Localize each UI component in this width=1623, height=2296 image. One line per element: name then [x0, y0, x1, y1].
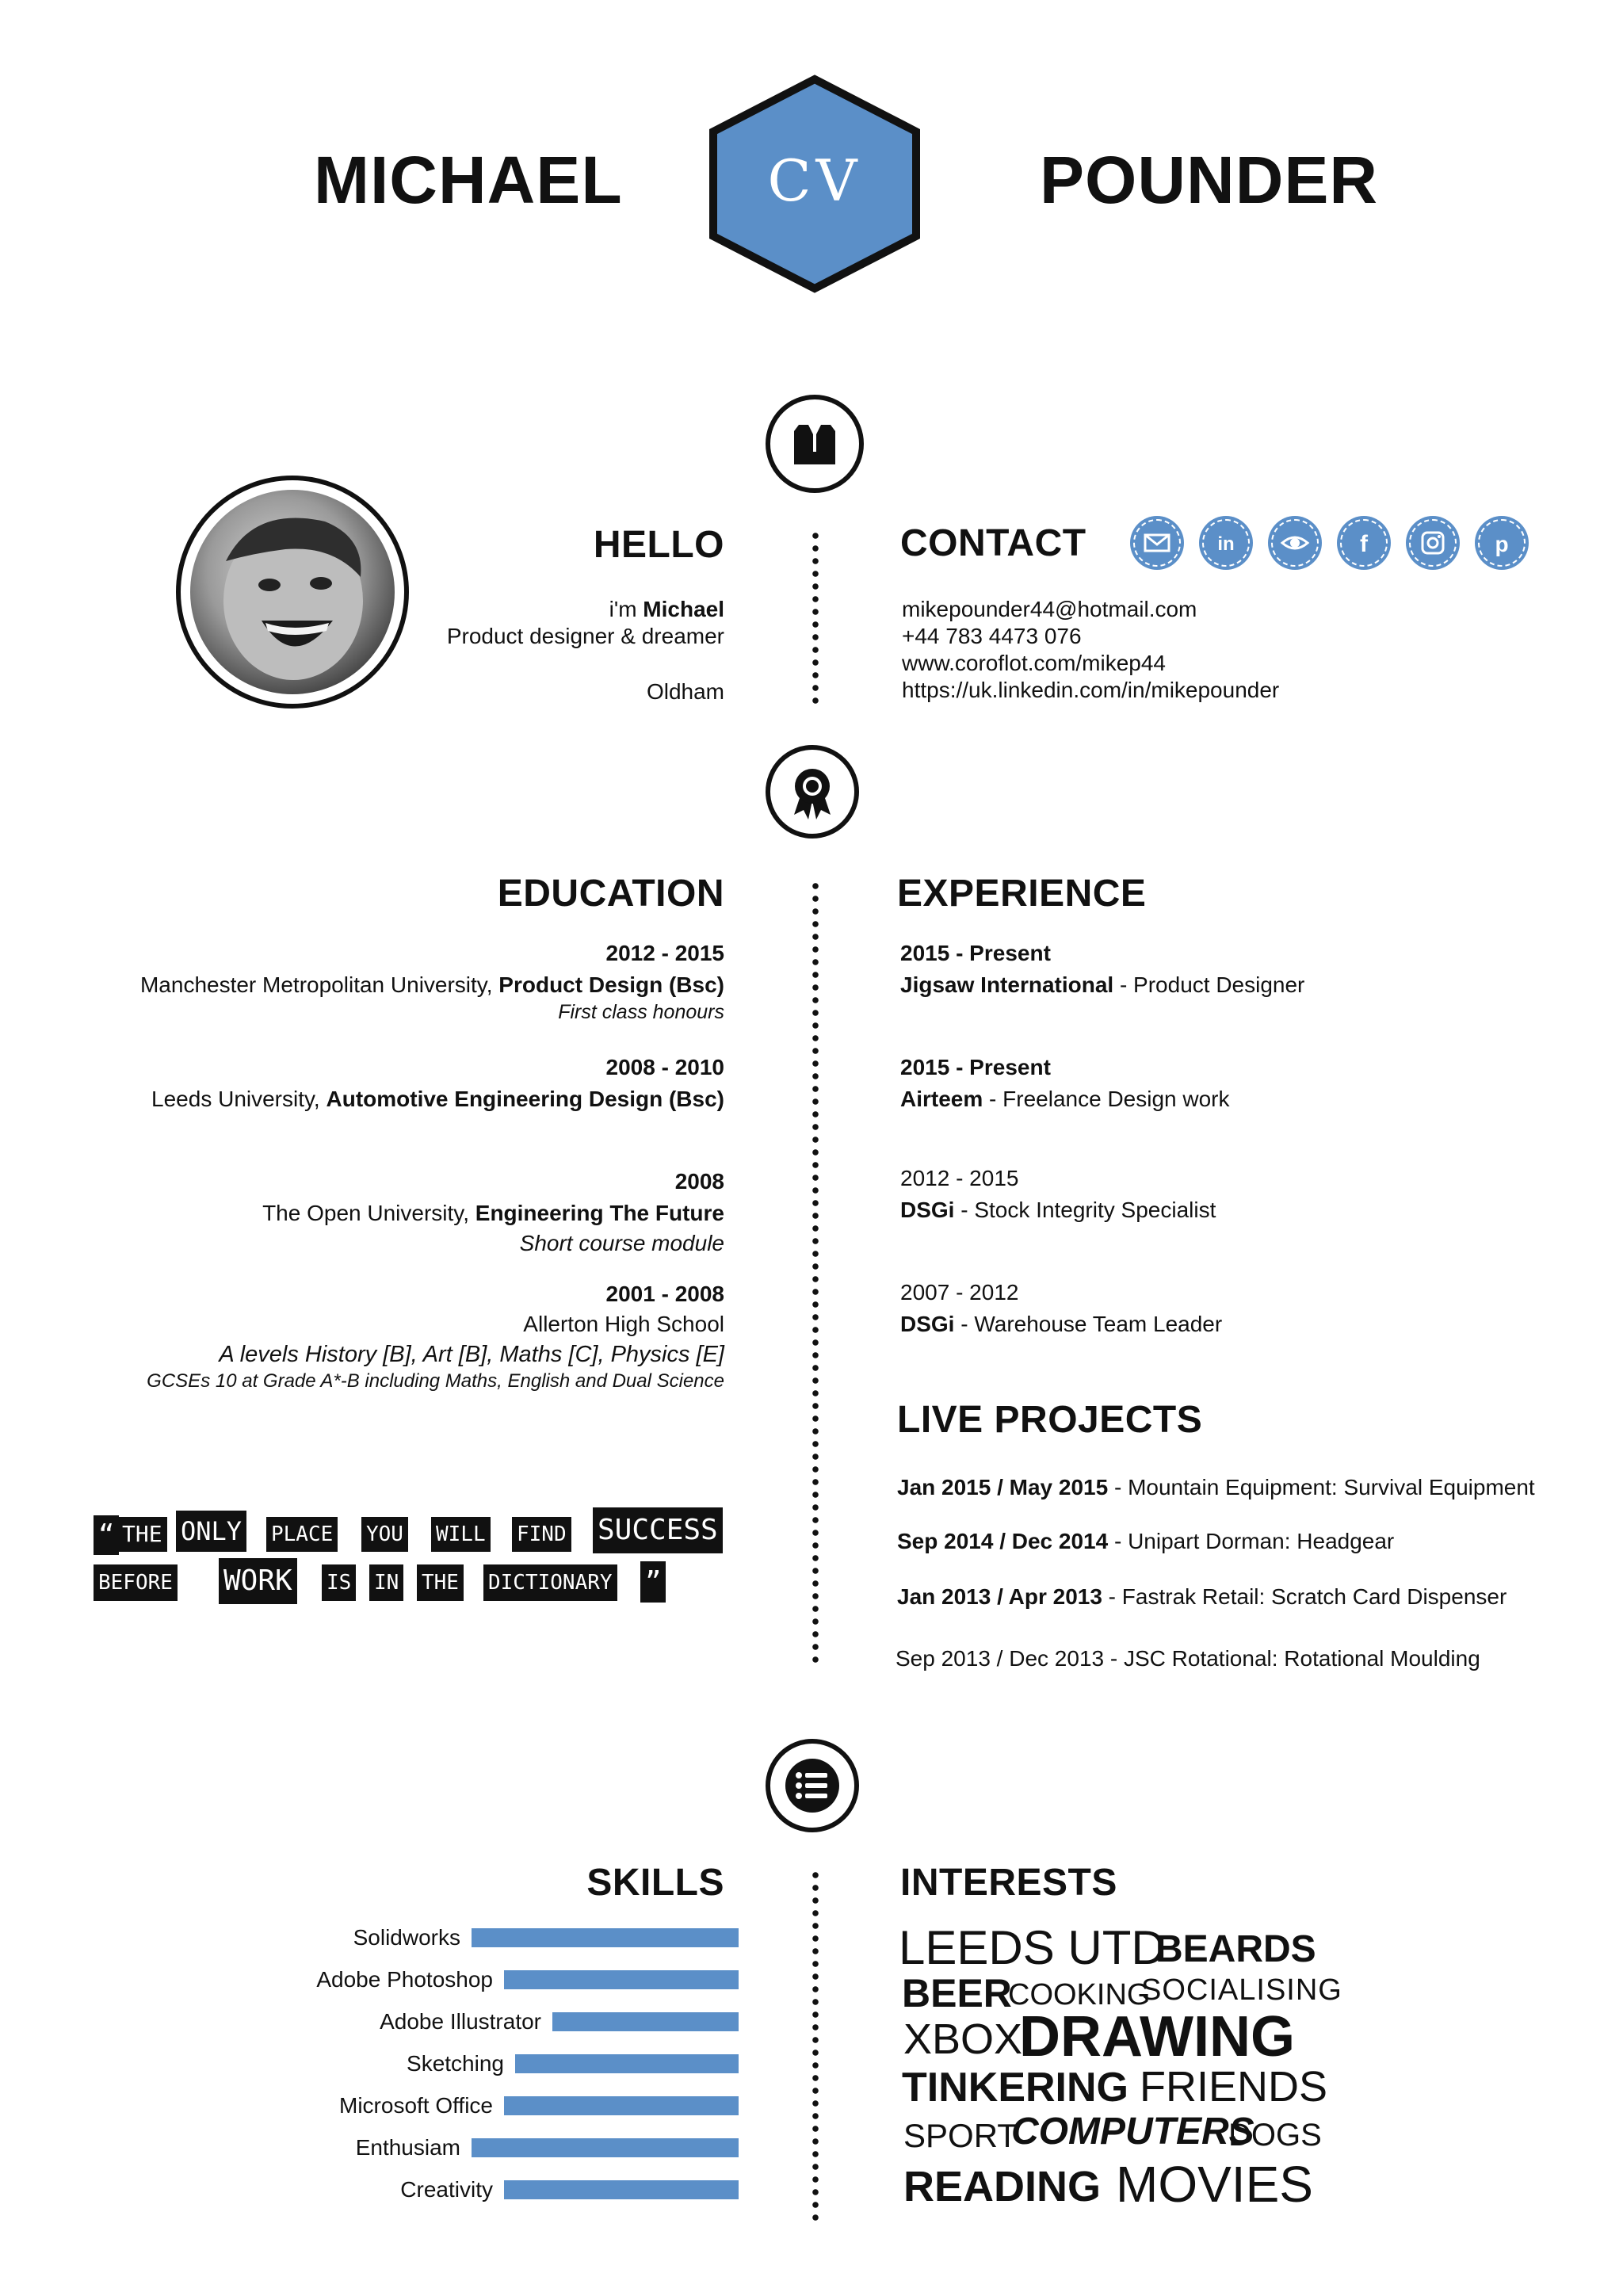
experience-entry-2: [900, 1086, 1230, 1113]
hello-intro: [609, 596, 724, 623]
quote-word: ONLY: [176, 1511, 246, 1552]
interest-word: LEEDS UTD: [899, 1921, 1166, 1974]
experience-role-1: - Product Designer: [1113, 972, 1305, 997]
skill-level-bar: [515, 2054, 739, 2073]
linkedin-icon: [1210, 527, 1242, 559]
quote-word: IS: [322, 1564, 356, 1601]
skill-label: Enthusiam: [355, 2135, 460, 2160]
list-section-icon: [766, 1739, 859, 1832]
experience-company-3: DSGi: [900, 1198, 955, 1222]
education-note-4b: GCSEs 10 at Grade A*-B including Maths, English and Dual Science: [147, 1370, 724, 1392]
instagram-icon: [1417, 527, 1449, 559]
skill-label: Adobe Illustrator: [380, 2009, 541, 2034]
project-dates-1: Jan 2015 / May 2015: [897, 1475, 1109, 1499]
face-illustration: [190, 490, 395, 694]
experience-entry-4: [900, 1311, 1222, 1338]
project-desc-3: - Fastrak Retail: Scratch Card Dispenser: [1102, 1584, 1507, 1609]
divider-dots-2: [812, 880, 819, 1669]
facebook-icon: [1348, 527, 1380, 559]
skill-level-bar: [504, 2180, 739, 2199]
experience-years-3: 2012 - 2015: [900, 1166, 1019, 1190]
experience-role-3: - Stock Integrity Specialist: [954, 1198, 1216, 1222]
quote-word: DICTIONARY: [483, 1564, 617, 1601]
interest-word: COMPUTERS: [1011, 2111, 1254, 2153]
interest-word: BEER: [902, 1971, 1012, 2015]
live-projects-heading: LIVE PROJECTS: [897, 1399, 1203, 1441]
education-entry-3: [262, 1200, 724, 1227]
education-note-1: First class honours: [558, 1001, 724, 1023]
experience-heading: EXPERIENCE: [897, 873, 1147, 915]
divider-dots-1: [812, 529, 819, 709]
divider-dots-3: [812, 1869, 819, 2221]
interest-word: MOVIES: [1116, 2156, 1313, 2213]
experience-role-2: - Freelance Design work: [983, 1087, 1230, 1111]
interest-word: DOGS: [1228, 2118, 1322, 2153]
skill-level-bar: [472, 2138, 739, 2157]
experience-company-1: Jigsaw International: [900, 972, 1114, 997]
facebook-social-button[interactable]: [1337, 516, 1391, 570]
suit-section-icon: [766, 395, 864, 493]
quote-word: FIND: [512, 1517, 571, 1552]
education-years-3: 2008: [674, 1169, 724, 1194]
contact-heading: CONTACT: [900, 522, 1086, 564]
education-school-1: Manchester Metropolitan University,: [139, 972, 499, 997]
skill-level-bar: [504, 1970, 739, 1989]
experience-entry-1: [900, 972, 1304, 999]
quote-word: SUCCESS: [593, 1507, 723, 1553]
svg-text:f: f: [1360, 531, 1368, 557]
pinterest-icon: [1486, 527, 1518, 559]
interest-word: SPORT: [903, 2117, 1018, 2154]
skill-label: Sketching: [407, 2051, 504, 2076]
experience-years-2: 2015 - Present: [900, 1055, 1051, 1079]
list-icon: [770, 1744, 854, 1828]
project-desc-2: - Unipart Dorman: Headgear: [1108, 1529, 1395, 1553]
quote-word: PLACE: [266, 1517, 338, 1552]
experience-role-4: - Warehouse Team Leader: [954, 1312, 1223, 1336]
interest-word: XBOX: [903, 2015, 1023, 2063]
interest-word: SOCIALISING: [1141, 1973, 1342, 2007]
education-heading: EDUCATION: [497, 873, 724, 915]
hello-intro-prefix: i'm: [609, 597, 643, 621]
quote-word: BEFORE: [94, 1564, 178, 1601]
quote-word: YOU: [361, 1517, 408, 1552]
hello-location: Oldham: [646, 679, 724, 704]
award-ribbon-icon: [770, 750, 854, 834]
skills-heading: SKILLS: [586, 1862, 724, 1904]
pinterest-social-button[interactable]: [1475, 516, 1529, 570]
project-desc-4: - JSC Rotational: Rotational Moulding: [1104, 1646, 1480, 1671]
skill-level-bar: [472, 1928, 739, 1947]
education-entry-2: [151, 1086, 724, 1113]
instagram-social-button[interactable]: [1406, 516, 1460, 570]
hello-name: Michael: [643, 597, 724, 621]
award-section-icon: [766, 745, 859, 839]
quote-close-mark: ”: [640, 1561, 666, 1603]
svg-text:p: p: [1495, 532, 1509, 556]
linkedin-social-button[interactable]: [1199, 516, 1253, 570]
quote-word: IN: [369, 1564, 403, 1601]
project-row-3: [897, 1584, 1507, 1610]
interest-word: COOKING: [1008, 1978, 1151, 2011]
first-name: MICHAEL: [314, 143, 623, 217]
education-note-4: A levels History [B], Art [B], Maths [C], Physics [E]: [219, 1342, 724, 1367]
skill-level-bar: [504, 2096, 739, 2115]
mail-icon: [1141, 527, 1173, 559]
interest-word: DRAWING: [1019, 2005, 1295, 2069]
quote-word: THE: [417, 1564, 464, 1601]
hello-tagline: Product designer & dreamer: [446, 624, 724, 648]
project-dates-4: Sep 2013 / Dec 2013: [896, 1646, 1105, 1671]
experience-company-4: DSGi: [900, 1312, 955, 1336]
education-school-4: Allerton High School: [523, 1312, 724, 1336]
education-years-1: 2012 - 2015: [605, 941, 724, 965]
skill-label: Solidworks: [353, 1925, 460, 1950]
education-years-4: 2001 - 2008: [605, 1282, 724, 1306]
education-school-2: Leeds University,: [151, 1087, 327, 1111]
education-years-2: 2008 - 2010: [605, 1055, 724, 1079]
mail-social-button[interactable]: [1130, 516, 1184, 570]
skill-level-bar: [552, 2012, 739, 2031]
experience-years-4: 2007 - 2012: [900, 1280, 1019, 1305]
experience-years-1: 2015 - Present: [900, 941, 1051, 965]
project-dates-3: Jan 2013 / Apr 2013: [897, 1584, 1102, 1609]
quote-word: THE: [117, 1517, 167, 1552]
cv-badge-label: CV: [767, 147, 862, 214]
hello-heading: HELLO: [593, 524, 724, 566]
contact-linkedin-link[interactable]: https://uk.linkedin.com/in/mikepounder: [902, 678, 1280, 702]
eye-social-button[interactable]: [1268, 516, 1322, 570]
quote-word: WORK: [219, 1558, 297, 1604]
skill-label: Microsoft Office: [339, 2093, 493, 2118]
contact-portfolio-link[interactable]: www.coroflot.com/mikep44: [902, 651, 1167, 675]
project-desc-1: - Mountain Equipment: Survival Equipment: [1108, 1475, 1535, 1499]
quote-word: WILL: [431, 1517, 491, 1552]
experience-company-2: Airteem: [900, 1087, 983, 1111]
project-row-2: [897, 1528, 1394, 1555]
education-school-3: The Open University,: [262, 1201, 475, 1225]
interests-heading: INTERESTS: [900, 1862, 1117, 1904]
project-dates-2: Sep 2014 / Dec 2014: [897, 1529, 1109, 1553]
education-course-3: Engineering The Future: [475, 1201, 724, 1225]
education-note-3: Short course module: [519, 1231, 724, 1255]
interest-word: BEARDS: [1155, 1928, 1316, 1970]
interest-word: READING: [903, 2163, 1102, 2210]
svg-text:in: in: [1217, 533, 1235, 555]
education-course-2: Automotive Engineering Design (Bsc): [326, 1087, 724, 1111]
last-name: POUNDER: [1040, 143, 1379, 217]
project-row-4: [896, 1645, 1480, 1672]
eye-icon: [1279, 527, 1311, 559]
education-entry-1: [140, 972, 724, 999]
project-row-1: [897, 1474, 1535, 1501]
quote-open-mark: “: [94, 1515, 119, 1555]
education-course-1: Product Design (Bsc): [498, 972, 724, 997]
contact-phone: +44 783 4473 076: [902, 624, 1082, 648]
interest-word: FRIENDS: [1140, 2063, 1328, 2111]
skill-label: Creativity: [400, 2177, 493, 2202]
experience-entry-3: [900, 1197, 1216, 1224]
interest-word: TINKERING: [902, 2065, 1128, 2111]
skill-label: Adobe Photoshop: [316, 1967, 493, 1992]
suit-icon: [770, 399, 859, 488]
contact-email[interactable]: mikepounder44@hotmail.com: [902, 597, 1197, 621]
profile-photo: [176, 476, 409, 709]
